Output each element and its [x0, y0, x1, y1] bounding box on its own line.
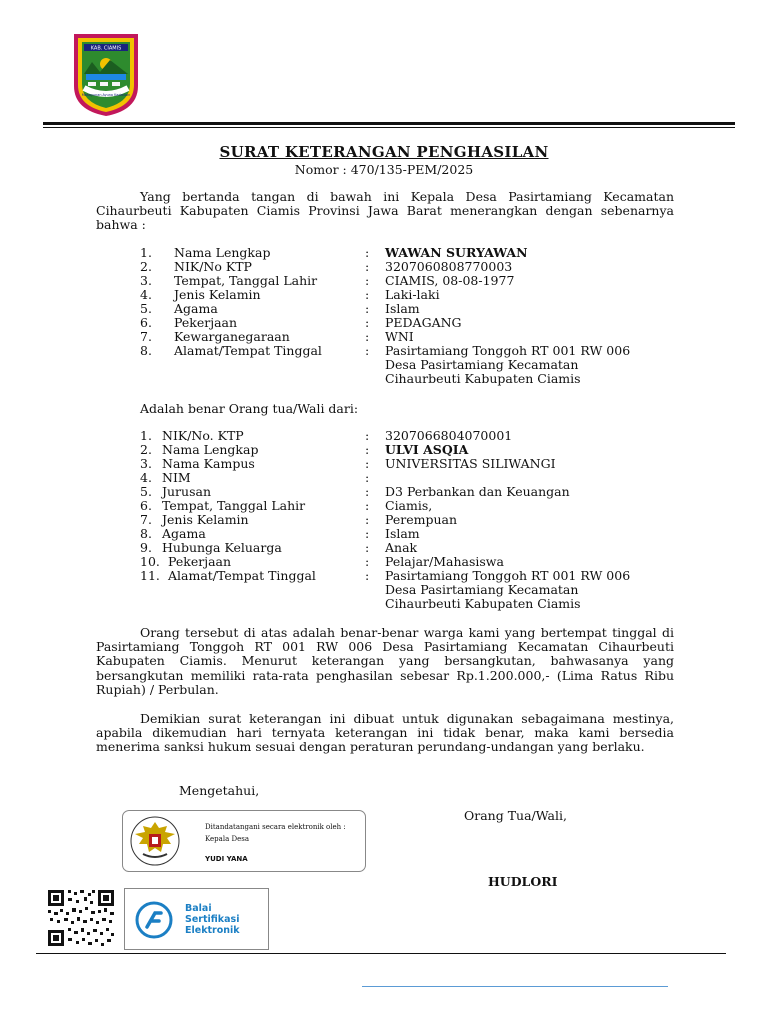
letter-title: SURAT KETERANGAN PENGHASILAN	[219, 143, 549, 161]
wali-intro: Adalah benar Orang tua/Wali dari:	[140, 401, 359, 416]
esign-note: Ditandatangani secara elektronik oleh :	[205, 823, 346, 831]
footer-rule	[36, 953, 726, 954]
esign-name: YUDI YANA	[205, 855, 248, 863]
statement-paragraph: Orang tersebut di atas adalah benar-benar warga kami yang bertempat tinggal di Pasirtamiang Tonggoh RT 001 RW 006 Desa Pasirtamiang Kecamatan Cihaurbeuti Kabupaten Ciamis. Menurut keterangan yang bersangkutan, bahwasanya yang bersangkutan memiliki rata-rata penghasilan sebesar Rp.1.200.000,- (Lima Ratus Ribu Rupiah) / Perbulan.	[96, 625, 674, 697]
header-rule-thin	[43, 127, 735, 128]
bsre-label: Balai Sertifikasi Elektronik	[185, 903, 240, 936]
garuda-emblem-icon	[129, 816, 181, 866]
qr-code-icon	[46, 888, 116, 948]
ciamis-regency-logo	[70, 30, 142, 118]
intro-paragraph: Yang bertanda tangan di bawah ini Kepala Desa Pasirtamiang Kecamatan Cihaurbeuti Kabupaten Ciamis Provinsi Jawa Barat menerangkan dengan sebenarnya bahwa :	[96, 189, 674, 233]
parent-label: Orang Tua/Wali,	[464, 808, 567, 823]
bsre-certification-box	[124, 888, 269, 950]
header-rule-thick	[43, 122, 735, 125]
bsre-logo-icon	[135, 901, 173, 939]
footer-blue-line	[362, 986, 668, 987]
letter-number: Nomor : 470/135-PEM/2025	[294, 162, 474, 177]
closing-paragraph: Demikian surat keterangan ini dibuat untuk digunakan sebagaimana mestinya, apabila dikemudian hari ternyata keterangan ini tidak benar, maka kami bersedia menerima sanksi hukum sesuai dengan peraturan perundang-undangan yang berlaku.	[96, 711, 674, 755]
svg-text:Mahayunan Ayuna Kadatuan: Mahayunan Ayuna Kadatuan	[81, 93, 131, 97]
svg-text:KAB. CIAMIS: KAB. CIAMIS	[90, 45, 122, 52]
electronic-signature-box	[122, 810, 366, 872]
parent-name: HUDLORI	[488, 874, 558, 889]
document-page: KAB. CIAMIS Mahayunan Ayuna Kadatuan SURAT KETERANGAN PENGHASILAN Nomor : 470/135-PEM/2025 Yang bertanda tangan di bawah ini Kepala Desa Pasirtamiang Kecamatan Cihaurbeuti Kabupaten Ciamis Provinsi Jawa Barat menerangkan dengan sebenarnya bahwa : 1. Nama Lengkap : WAWAN SURYAWAN 2. NIK/No KTP : 3207060808770003 3. Tempat, Tanggal Lahir : CIAMIS, 08-08-1977 4. Jenis Kelamin : Laki-laki 5. Agama : Islam 6. Pekerjaan : PEDAGANG 7. Kewarganegaraan : WNI 8. Alamat/Tempat Tinggal : Pasirtamiang Tonggoh RT 001 RW 006 Desa Pasirtamiang Kecamatan Cihaurbeuti Kabupaten Ciamis Adalah benar Orang tua/Wali dari: 1. NIK/No. KTP : 3207066804070001 2. Nama Lengkap : ULVI ASQIA 3. Nama Kampus : UNIVERSITAS SILIWANGI 4. NIM : 5. Jurusan : D3 Perbankan dan Keuangan 6. Tempat, Tanggal Lahir : Ciamis, 7. Jenis Kelamin : Perempuan 8. Agama : Islam 9. Hubunga Keluarga : Anak 10. Pekerjaan : Pelajar/Mahasiswa 11. Alamat/Tempat Tinggal : Pasirtamiang Tonggoh RT 001 RW 006 Desa Pasirtamiang Kecamatan Cihaurbeuti Kabupaten Ciamis Orang tersebut di atas adalah benar-benar warga kami yang bertempat tinggal di Pasirtamiang Tonggoh RT 001 RW 006 Desa Pasirtamiang Kecamatan Cihaurbeuti Kabupaten Ciamis. Menurut keterangan yang bersangkutan, bahwasanya yang bersangkutan memiliki rata-rata penghasilan sebesar Rp.1.200.000,- (Lima Ratus Ribu Rupiah) / Perbulan. Demikian surat keterangan ini dibuat untuk digunakan sebagaimana mestinya, apabila dikemudian hari ternyata keterangan ini tidak benar, maka kami bersedia menerima sanksi hukum sesuai dengan peraturan perundang-undangan yang berlaku. Mengetahui, Orang Tua/Wali, HUDLORI Ditandatangani secara elektronik oleh : Kepala Desa YUDI YANA Balai Sertifikasi Elektronik	[0, 0, 768, 1024]
mengetahui-label: Mengetahui,	[179, 783, 260, 798]
esign-position: Kepala Desa	[205, 835, 249, 843]
